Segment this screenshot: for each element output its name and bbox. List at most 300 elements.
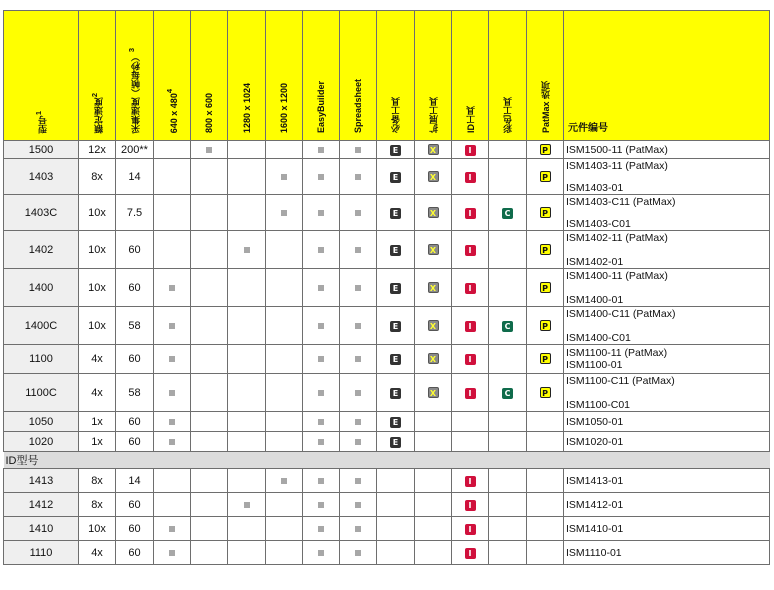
part-number-cell (564, 374, 770, 412)
spreadsheet-cell (340, 159, 377, 195)
extended-tools-cell (415, 493, 452, 517)
color-tools-cell (489, 541, 527, 565)
model-cell: 1400 (4, 269, 79, 307)
color-tools-cell (489, 374, 527, 412)
res-640-cell (154, 195, 191, 231)
id-tools-cell (452, 141, 489, 159)
res-800-cell (191, 541, 228, 565)
part-number-cell (564, 493, 770, 517)
table-header (4, 11, 770, 141)
id-tools-icon: I (465, 208, 476, 219)
part-number-cell (564, 469, 770, 493)
acquisition-speed-cell: 60 (116, 345, 154, 374)
res-1600-cell (266, 374, 303, 412)
rated-speed-cell: 4x (79, 541, 116, 565)
res-1600-cell (266, 432, 303, 452)
res-800-cell (191, 159, 228, 195)
id-tools-icon: I (465, 388, 476, 399)
rated-speed-cell: 10x (79, 231, 116, 269)
color-tools-icon: C (502, 208, 513, 219)
color-tools-cell (489, 195, 527, 231)
res-1600-cell (266, 159, 303, 195)
id-models-section-row (4, 452, 770, 469)
res-1280-cell (228, 345, 266, 374)
id-tools-icon: I (465, 145, 476, 156)
feature-square-icon (355, 478, 361, 484)
required-tools-icon: E (390, 437, 401, 448)
rated-speed-cell: 10x (79, 307, 116, 345)
acquisition-speed-cell: 60 (116, 231, 154, 269)
easybuilder-cell (303, 195, 340, 231)
spreadsheet-cell (340, 432, 377, 452)
required-tools-cell (377, 541, 415, 565)
spreadsheet-cell (340, 374, 377, 412)
header-rated-speed: 额定速度$^2$ (79, 11, 116, 141)
patmax-option-cell (527, 432, 564, 452)
required-tools-cell (377, 493, 415, 517)
part-number-primary: ISM1403-11 (PatMax) (566, 159, 668, 172)
required-tools-icon: E (390, 172, 401, 183)
color-tools-cell (489, 432, 527, 452)
part-number-cell (564, 541, 770, 565)
acquisition-speed-cell: 7.5 (116, 195, 154, 231)
spreadsheet-cell (340, 412, 377, 432)
res-1280-cell (228, 469, 266, 493)
part-number-primary: ISM1402-11 (PatMax) (566, 231, 668, 244)
extended-tools-icon: X (428, 144, 439, 155)
header-required-tools: 必备工具 (377, 11, 415, 141)
required-tools-cell (377, 412, 415, 432)
extended-tools-cell (415, 374, 452, 412)
part-number-cell (564, 231, 770, 269)
id-tools-cell (452, 307, 489, 345)
required-tools-icon: E (390, 283, 401, 294)
patmax-option-icon: P (540, 144, 551, 155)
spec-table-container (3, 10, 770, 565)
feature-square-icon (318, 174, 324, 180)
spreadsheet-cell (340, 195, 377, 231)
id-tools-cell (452, 541, 489, 565)
res-640-cell (154, 269, 191, 307)
part-number-secondary: ISM1402-01 (566, 255, 624, 268)
feature-square-icon (281, 174, 287, 180)
id-tools-cell (452, 269, 489, 307)
part-number-cell (564, 412, 770, 432)
part-number-cell (564, 269, 770, 307)
spreadsheet-cell (340, 469, 377, 493)
res-800-cell (191, 231, 228, 269)
extended-tools-icon: X (428, 207, 439, 218)
required-tools-cell (377, 307, 415, 345)
feature-square-icon (318, 550, 324, 556)
required-tools-cell (377, 269, 415, 307)
model-cell: 1100 (4, 345, 79, 374)
acquisition-speed-cell: 60 (116, 517, 154, 541)
feature-square-icon (318, 390, 324, 396)
easybuilder-cell (303, 374, 340, 412)
patmax-option-cell (527, 141, 564, 159)
part-number-secondary: ISM1400-01 (566, 293, 624, 306)
color-tools-cell (489, 307, 527, 345)
res-1280-cell (228, 141, 266, 159)
id-tools-cell (452, 195, 489, 231)
res-800-cell (191, 469, 228, 493)
res-640-cell (154, 469, 191, 493)
required-tools-icon: E (390, 354, 401, 365)
part-number-primary: ISM1400-11 (PatMax) (566, 269, 668, 282)
table-body (4, 141, 770, 565)
res-800-cell (191, 141, 228, 159)
patmax-option-icon: P (540, 244, 551, 255)
patmax-option-icon: P (540, 207, 551, 218)
patmax-option-cell (527, 307, 564, 345)
res-1280-cell (228, 159, 266, 195)
rated-speed-cell: 4x (79, 345, 116, 374)
res-800-cell (191, 517, 228, 541)
id-tools-cell (452, 469, 489, 493)
part-number-cell (564, 517, 770, 541)
easybuilder-cell (303, 231, 340, 269)
feature-square-icon (169, 323, 175, 329)
model-cell: 1400C (4, 307, 79, 345)
table-row (4, 517, 770, 541)
required-tools-icon: E (390, 417, 401, 428)
acquisition-speed-cell: 60 (116, 493, 154, 517)
spreadsheet-cell (340, 231, 377, 269)
patmax-option-cell (527, 541, 564, 565)
header-acquisition-speed: 采集速度（帧每秒）$^3$ (116, 11, 154, 141)
part-number-cell (564, 345, 770, 374)
required-tools-cell (377, 159, 415, 195)
table-row (4, 493, 770, 517)
acquisition-speed-cell: 60 (116, 269, 154, 307)
part-number-secondary: ISM1403-C01 (566, 217, 631, 230)
table-row (4, 141, 770, 159)
extended-tools-icon: X (428, 171, 439, 182)
required-tools-cell (377, 469, 415, 493)
id-tools-cell (452, 231, 489, 269)
extended-tools-cell (415, 469, 452, 493)
feature-square-icon (355, 247, 361, 253)
extended-tools-cell (415, 231, 452, 269)
id-tools-cell (452, 493, 489, 517)
rated-speed-cell: 10x (79, 517, 116, 541)
part-number-secondary: ISM1403-01 (566, 181, 624, 194)
feature-square-icon (281, 478, 287, 484)
rated-speed-cell: 1x (79, 412, 116, 432)
feature-square-icon (355, 419, 361, 425)
acquisition-speed-cell: 14 (116, 159, 154, 195)
res-640-cell (154, 345, 191, 374)
feature-square-icon (318, 210, 324, 216)
table-row (4, 541, 770, 565)
patmax-option-cell (527, 493, 564, 517)
res-1600-cell (266, 307, 303, 345)
extended-tools-cell (415, 345, 452, 374)
id-tools-cell (452, 432, 489, 452)
feature-square-icon (318, 247, 324, 253)
required-tools-cell (377, 141, 415, 159)
required-tools-icon: E (390, 321, 401, 332)
feature-square-icon (318, 478, 324, 484)
easybuilder-cell (303, 269, 340, 307)
extended-tools-cell (415, 517, 452, 541)
feature-square-icon (355, 502, 361, 508)
header-res-1600: 1600 x 1200 (266, 11, 303, 141)
spreadsheet-cell (340, 141, 377, 159)
header-model: 型号$^1$ (4, 11, 79, 141)
extended-tools-cell (415, 307, 452, 345)
feature-square-icon (355, 550, 361, 556)
res-640-cell (154, 541, 191, 565)
res-1280-cell (228, 493, 266, 517)
header-res-640: 640 x $480^4$ (154, 11, 191, 141)
model-cell: 1413 (4, 469, 79, 493)
feature-square-icon (355, 285, 361, 291)
header-color-tools: 彩色工具 (489, 11, 527, 141)
rated-speed-cell: 8x (79, 159, 116, 195)
feature-square-icon (355, 147, 361, 153)
res-1280-cell (228, 412, 266, 432)
feature-square-icon (169, 439, 175, 445)
id-tools-icon: I (465, 321, 476, 332)
part-number-primary: ISM1100-C11 (PatMax) (566, 374, 675, 387)
res-1600-cell (266, 195, 303, 231)
header-res-800: 800 x 600 (191, 11, 228, 141)
feature-square-icon (318, 285, 324, 291)
patmax-option-icon: P (540, 282, 551, 293)
color-tools-cell (489, 345, 527, 374)
res-1600-cell (266, 469, 303, 493)
feature-square-icon (244, 502, 250, 508)
rated-speed-cell: 1x (79, 432, 116, 452)
acquisition-speed-cell: 58 (116, 374, 154, 412)
res-1600-cell (266, 412, 303, 432)
id-tools-icon: I (465, 524, 476, 535)
feature-square-icon (355, 390, 361, 396)
res-1280-cell (228, 374, 266, 412)
model-cell: 1500 (4, 141, 79, 159)
res-800-cell (191, 374, 228, 412)
feature-square-icon (206, 147, 212, 153)
header-easybuilder: EasyBuilder (303, 11, 340, 141)
res-640-cell (154, 432, 191, 452)
acquisition-speed-cell: 60 (116, 412, 154, 432)
id-tools-icon: I (465, 172, 476, 183)
part-number-secondary: ISM1100-01 (566, 359, 623, 371)
extended-tools-icon: X (428, 387, 439, 398)
part-number-cell (564, 159, 770, 195)
res-1600-cell (266, 345, 303, 374)
table-row (4, 412, 770, 432)
acquisition-speed-cell: 60 (116, 432, 154, 452)
id-tools-cell (452, 517, 489, 541)
part-number-cell (564, 307, 770, 345)
model-cell: 1410 (4, 517, 79, 541)
rated-speed-cell: 8x (79, 493, 116, 517)
res-800-cell (191, 195, 228, 231)
model-cell: 1020 (4, 432, 79, 452)
header-patmax-option: PatMax 选项 (527, 11, 564, 141)
part-number-secondary: ISM1100-C01 (566, 398, 631, 411)
res-640-cell (154, 517, 191, 541)
table-row (4, 159, 770, 195)
table-row (4, 231, 770, 269)
feature-square-icon (355, 439, 361, 445)
res-1280-cell (228, 517, 266, 541)
rated-speed-cell: 4x (79, 374, 116, 412)
patmax-option-cell (527, 269, 564, 307)
model-cell: 1050 (4, 412, 79, 432)
res-640-cell (154, 307, 191, 345)
patmax-option-cell (527, 517, 564, 541)
id-tools-cell (452, 159, 489, 195)
patmax-option-cell (527, 231, 564, 269)
id-tools-icon: I (465, 500, 476, 511)
feature-square-icon (355, 174, 361, 180)
res-1600-cell (266, 231, 303, 269)
spreadsheet-cell (340, 307, 377, 345)
color-tools-cell (489, 159, 527, 195)
spreadsheet-cell (340, 269, 377, 307)
color-tools-cell (489, 493, 527, 517)
patmax-option-cell (527, 374, 564, 412)
part-number-primary: ISM1410-01 (566, 522, 624, 535)
color-tools-cell (489, 231, 527, 269)
feature-square-icon (318, 419, 324, 425)
feature-square-icon (281, 210, 287, 216)
patmax-option-cell (527, 195, 564, 231)
id-tools-icon: I (465, 476, 476, 487)
color-tools-icon: C (502, 321, 513, 332)
model-cell: 1403 (4, 159, 79, 195)
table-row (4, 307, 770, 345)
header-part-number: 元件编号 (564, 11, 770, 141)
easybuilder-cell (303, 345, 340, 374)
required-tools-cell (377, 231, 415, 269)
feature-square-icon (169, 526, 175, 532)
feature-square-icon (355, 210, 361, 216)
extended-tools-cell (415, 432, 452, 452)
required-tools-icon: E (390, 245, 401, 256)
id-tools-cell (452, 374, 489, 412)
easybuilder-cell (303, 541, 340, 565)
part-number-primary: ISM1020-01 (566, 435, 624, 448)
res-800-cell (191, 412, 228, 432)
part-number-secondary: ISM1400-C01 (566, 331, 631, 344)
feature-square-icon (169, 356, 175, 362)
feature-square-icon (355, 526, 361, 532)
extended-tools-cell (415, 159, 452, 195)
spreadsheet-cell (340, 345, 377, 374)
res-640-cell (154, 231, 191, 269)
res-1280-cell (228, 231, 266, 269)
feature-square-icon (318, 356, 324, 362)
easybuilder-cell (303, 469, 340, 493)
acquisition-speed-cell: 60 (116, 541, 154, 565)
acquisition-speed-cell: 58 (116, 307, 154, 345)
color-tools-cell (489, 412, 527, 432)
res-800-cell (191, 345, 228, 374)
part-number-primary: ISM1400-C11 (PatMax) (566, 307, 676, 320)
feature-square-icon (318, 147, 324, 153)
feature-square-icon (355, 323, 361, 329)
rated-speed-cell: 12x (79, 141, 116, 159)
color-tools-cell (489, 517, 527, 541)
patmax-option-icon: P (540, 171, 551, 182)
id-tools-icon: I (465, 283, 476, 294)
easybuilder-cell (303, 141, 340, 159)
extended-tools-icon: X (428, 282, 439, 293)
extended-tools-icon: X (428, 353, 439, 364)
feature-square-icon (318, 526, 324, 532)
id-tools-icon: I (465, 245, 476, 256)
res-1600-cell (266, 141, 303, 159)
easybuilder-cell (303, 307, 340, 345)
patmax-option-cell (527, 469, 564, 493)
spreadsheet-cell (340, 541, 377, 565)
required-tools-cell (377, 374, 415, 412)
feature-square-icon (318, 502, 324, 508)
patmax-option-icon: P (540, 387, 551, 398)
part-number-cell (564, 432, 770, 452)
section-label: ID型号 (4, 452, 770, 469)
part-number-primary: ISM1050-01 (566, 415, 624, 428)
color-tools-cell (489, 141, 527, 159)
required-tools-cell (377, 432, 415, 452)
res-640-cell (154, 493, 191, 517)
table-row (4, 432, 770, 452)
model-cell: 1110 (4, 541, 79, 565)
res-640-cell (154, 159, 191, 195)
feature-square-icon (318, 439, 324, 445)
id-tools-icon: I (465, 354, 476, 365)
part-number-cell (564, 141, 770, 159)
table-row (4, 469, 770, 493)
rated-speed-cell: 10x (79, 269, 116, 307)
id-tools-cell (452, 345, 489, 374)
extended-tools-cell (415, 269, 452, 307)
feature-square-icon (169, 419, 175, 425)
res-800-cell (191, 307, 228, 345)
easybuilder-cell (303, 432, 340, 452)
header-extended-tools: 扩展工具 (415, 11, 452, 141)
required-tools-icon: E (390, 208, 401, 219)
part-number-cell (564, 195, 770, 231)
patmax-option-icon: P (540, 353, 551, 364)
easybuilder-cell (303, 517, 340, 541)
extended-tools-cell (415, 141, 452, 159)
extended-tools-cell (415, 195, 452, 231)
res-1280-cell (228, 269, 266, 307)
required-tools-cell (377, 345, 415, 374)
res-1600-cell (266, 269, 303, 307)
model-cell: 1100C (4, 374, 79, 412)
extended-tools-cell (415, 541, 452, 565)
part-number-primary: ISM1403-C11 (PatMax) (566, 195, 676, 208)
required-tools-icon: E (390, 145, 401, 156)
res-1600-cell (266, 493, 303, 517)
extended-tools-icon: X (428, 244, 439, 255)
model-cell: 1402 (4, 231, 79, 269)
patmax-option-icon: P (540, 320, 551, 331)
res-1280-cell (228, 432, 266, 452)
feature-square-icon (318, 323, 324, 329)
color-tools-cell (489, 469, 527, 493)
res-640-cell (154, 412, 191, 432)
table-row (4, 345, 770, 374)
part-number-primary: ISM1110-01 (566, 546, 622, 559)
